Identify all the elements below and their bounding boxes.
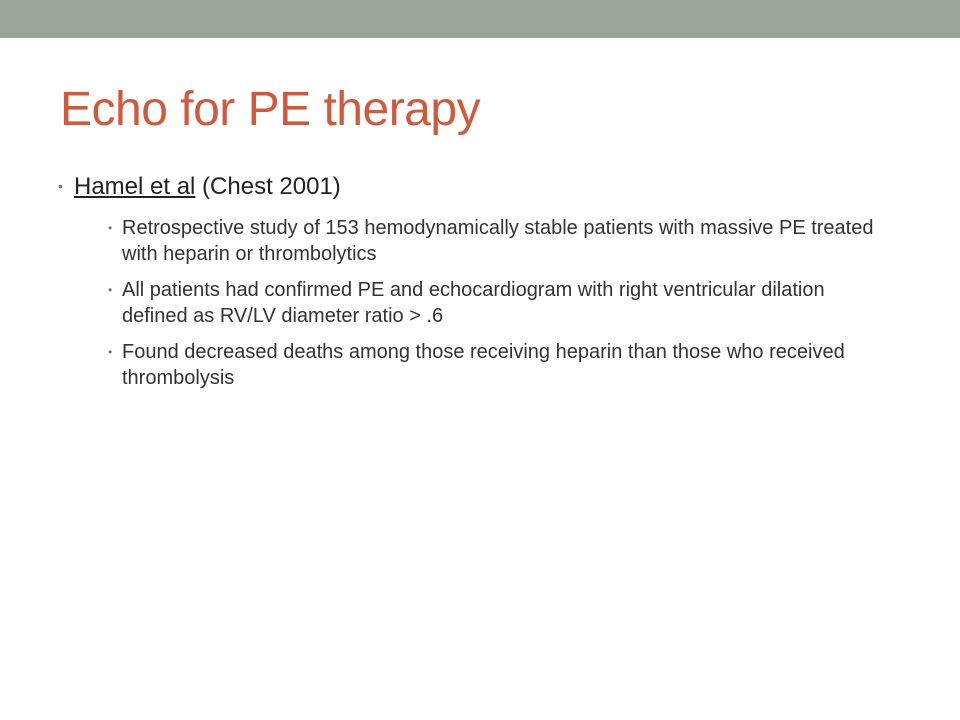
slide-content (58, 172, 878, 401)
sub-bullet-list (58, 215, 878, 391)
bullet-icon: • (108, 221, 113, 235)
main-bullet-text (74, 172, 341, 202)
bullet-icon: • (58, 178, 63, 194)
slide-title: Echo for PE therapy (60, 83, 481, 136)
sub-bullet-text: Retrospective study of 153 hemodynamically stable patients with massive PE treated with heparin or thrombolytics (122, 217, 874, 265)
main-bullet-item (58, 172, 878, 204)
sub-bullet-text: Found decreased deaths among those receiving heparin than those who received thrombolysis (122, 341, 845, 389)
citation-link[interactable]: Hamel et al (74, 173, 196, 200)
sub-bullet-item (108, 215, 878, 267)
bullet-icon: • (108, 283, 113, 297)
sub-bullet-text: All patients had confirmed PE and echocardiogram with right ventricular dilation defined as RV/LV diameter ratio > .6 (122, 279, 825, 327)
sub-bullet-item (108, 277, 878, 329)
citation-source: (Chest 2001) (195, 173, 341, 200)
header-band (0, 0, 960, 38)
bullet-icon: • (108, 345, 113, 359)
sub-bullet-item (108, 339, 878, 391)
